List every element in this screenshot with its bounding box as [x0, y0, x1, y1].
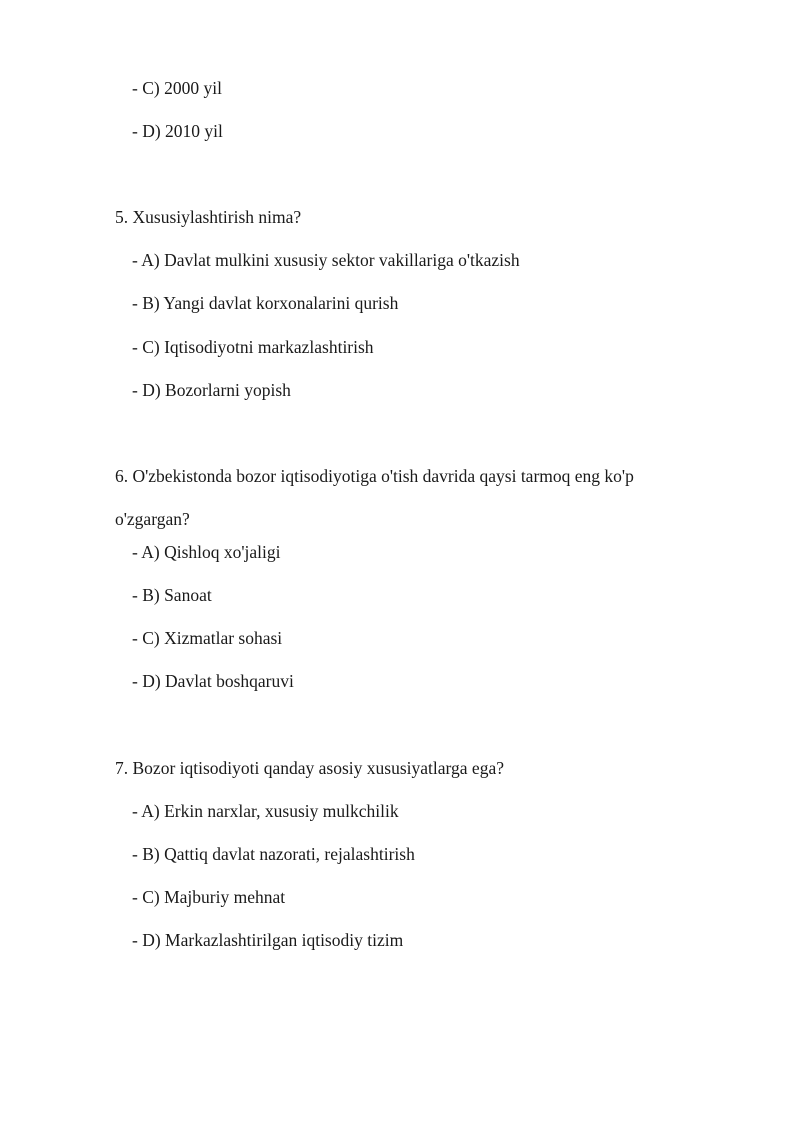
question-5-option-d: - D) Bozorlarni yopish	[132, 380, 291, 400]
question-6-option-d: - D) Davlat boshqaruvi	[132, 671, 294, 691]
question-7-option-b: - B) Qattiq davlat nazorati, rejalashtirish	[132, 844, 415, 864]
option-c-prev: - C) 2000 yil	[132, 78, 222, 98]
question-7-option-a: - A) Erkin narxlar, xususiy mulkchilik	[132, 801, 399, 821]
question-5-option-a: - A) Davlat mulkini xususiy sektor vakillariga o'tkazish	[132, 250, 520, 270]
question-6-option-a: - A) Qishloq xo'jaligi	[132, 542, 281, 562]
question-5-option-b: - B) Yangi davlat korxonalarini qurish	[132, 293, 399, 313]
question-7-option-d: - D) Markazlashtirilgan iqtisodiy tizim	[132, 930, 404, 950]
question-7-option-c: - C) Majburiy mehnat	[132, 887, 286, 907]
question-6-option-b: - B) Sanoat	[132, 585, 212, 605]
question-5-option-c: - C) Iqtisodiyotni markazlashtirish	[132, 337, 374, 357]
option-d-prev: - D) 2010 yil	[132, 121, 223, 141]
question-7: 7. Bozor iqtisodiyoti qanday asosiy xususiyatlarga ega?	[115, 758, 504, 778]
question-6: 6. O'zbekistonda bozor iqtisodiyotiga o'tish davrida qaysi tarmoq eng ko'p o'zgargan?	[115, 466, 634, 529]
question-5: 5. Xususiylashtirish nima?	[115, 207, 302, 227]
question-6-option-c: - C) Xizmatlar sohasi	[132, 628, 283, 648]
